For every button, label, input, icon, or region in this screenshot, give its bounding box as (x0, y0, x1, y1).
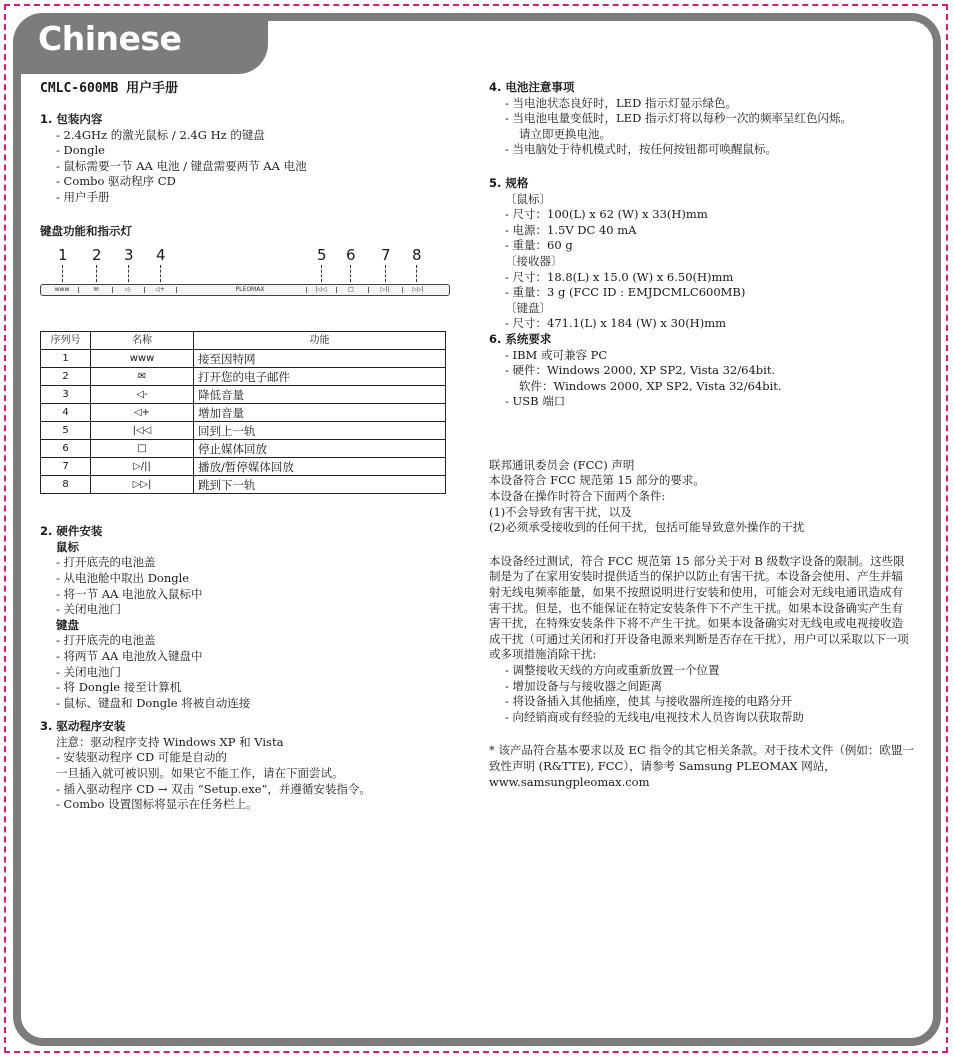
battery-line: - 当电脑处于待机模式时，按任何按钮都可唤醒鼠标。 (505, 142, 778, 157)
leader-line (416, 265, 417, 282)
left-column (40, 80, 455, 813)
right-column (489, 80, 914, 790)
email-key-icon: ✉ (93, 286, 99, 294)
mouse-step: - 将一节 AA 电池放入鼠标中 (56, 586, 203, 601)
package-item: - Dongle (56, 143, 105, 158)
driver-line: 一旦插入就可被识别。如果它不能工作，请在下面尝试。 (56, 766, 344, 781)
leader-line (321, 265, 322, 282)
row-number: 8 (41, 476, 91, 494)
fcc-measure: - 向经销商或有经验的无线电/电视技术人员咨询以获取帮助 (505, 709, 804, 724)
driver-line: - Combo 设置图标将显示在任务栏上。 (56, 797, 258, 812)
envelope-icon: ✉ (91, 368, 194, 386)
system-heading: 6. 系统要求 (489, 331, 552, 346)
row-number: 2 (41, 368, 91, 386)
key-number-8: 8 (412, 246, 422, 265)
table-row (41, 422, 446, 440)
prev-track-key-icon: |◁◁ (315, 286, 327, 294)
row-function: 跳到下一轨 (194, 476, 446, 494)
package-heading: 1. 包装内容 (40, 112, 103, 126)
package-item: - 鼠标需要一节 AA 电池 / 键盘需要两节 AA 电池 (56, 158, 307, 173)
row-number: 3 (41, 386, 91, 404)
keyboard-step: - 打开底壳的电池盖 (56, 633, 156, 648)
keyboard-step: - 关闭电池门 (56, 664, 122, 679)
row-function: 接至因特网 (194, 350, 446, 368)
spec-line: - 尺寸：100(L) x 62 (W) x 33(H)mm (505, 207, 708, 222)
leader-line (160, 265, 161, 282)
spec-line: 〔键盘〕 (505, 300, 551, 315)
system-line: - USB 端口 (505, 394, 566, 409)
play-pause-icon: ▷/|| (91, 458, 194, 476)
system-line: - IBM 或可兼容 PC (505, 347, 608, 362)
leader-line (350, 265, 351, 282)
volume-down-key-icon: ◁- (124, 286, 132, 294)
row-number: 1 (41, 350, 91, 368)
key-number-2: 2 (92, 246, 102, 265)
mouse-subheading: 鼠标 (56, 539, 79, 554)
row-number: 4 (41, 404, 91, 422)
driver-line: 注意：驱动程序支持 Windows XP 和 Vista (56, 734, 284, 749)
driver-heading: 3. 驱动程序安装 (40, 719, 126, 734)
key-number-5: 5 (317, 246, 327, 265)
fcc-measure: - 增加设备与与接收器之间距离 (505, 678, 663, 693)
mouse-step: - 打开底壳的电池盖 (56, 555, 156, 570)
volume-up-icon: ◁+ (91, 404, 194, 422)
row-function: 打开您的电子邮件 (194, 368, 446, 386)
row-number: 5 (41, 422, 91, 440)
keyboard-step: - 将两节 AA 电池放入键盘中 (56, 648, 203, 663)
fcc-line: 本设备在操作时符合下面两个条件: (489, 489, 666, 504)
key-number-4: 4 (156, 246, 166, 265)
system-line: - 硬件：Windows 2000, XP SP2, Vista 32/64bit. (505, 363, 776, 378)
stop-icon: □ (91, 440, 194, 458)
table-row (41, 440, 446, 458)
leader-line (128, 265, 129, 282)
fcc-condition: (1)不会导致有害干扰，以及 (489, 504, 632, 519)
driver-line: - 插入驱动程序 CD → 双击 “Setup.exe”，并遵循安装指令。 (56, 781, 371, 796)
driver-line: - 安装驱动程序 CD 可能是自动的 (56, 750, 227, 765)
www-icon: www (91, 350, 194, 368)
mouse-step: - 关闭电池门 (56, 602, 122, 617)
keyboard-step: - 鼠标、键盘和 Dongle 将被自动连接 (56, 695, 251, 710)
language-tab-label: Chinese (38, 19, 182, 58)
fcc-paragraph: 本设备经过测试，符合 FCC 规范第 15 部分关于对 B 级数字设备的限制。这些限制是为了在家用安装时提供适当的保护以防止有害干扰。本设备会使用、产生并辐射无线电频率能量，如果不按照说明进行安装和使用，可能会对无线电通讯造成有害干扰。但是，也不能保证在特定安装条件下不产生干扰。如果本设备确实产生有害干扰，在特殊安装条件下将不产生干扰。如果本设备确实对无线电或电视接收造成干扰（可通过关闭和打开设备电源来判断是否存在干扰），用户可以采取以下一项或多项措施消除干扰: (489, 553, 909, 662)
volume-up-key-icon: ◁+ (155, 286, 165, 294)
column-header: 名称 (91, 332, 194, 350)
function-table (40, 331, 446, 494)
spec-line: - 尺寸：471.1(L) x 184 (W) x 30(H)mm (505, 316, 727, 331)
row-number: 6 (41, 440, 91, 458)
key-number-6: 6 (346, 246, 356, 265)
package-item: - Combo 驱动程序 CD (56, 174, 176, 189)
fcc-line: 本设备符合 FCC 规范第 15 部分的要求。 (489, 473, 705, 488)
fcc-condition: (2)必须承受接收到的任何干扰，包括可能导致意外操作的干扰 (489, 520, 805, 535)
table-header-row (41, 332, 446, 350)
spec-line: - 重量：60 g (505, 238, 573, 253)
hardware-heading: 2. 硬件安装 (40, 524, 103, 539)
battery-heading: 4. 电池注意事项 (489, 80, 575, 94)
row-number: 7 (41, 458, 91, 476)
column-header: 序列号 (41, 332, 91, 350)
previous-track-icon: |◁◁ (91, 422, 194, 440)
spec-line: 〔鼠标〕 (505, 191, 551, 206)
row-function: 播放/暂停媒体回放 (194, 458, 446, 476)
fcc-measure: - 调整接收天线的方向或重新放置一个位置 (505, 663, 720, 677)
table-row (41, 476, 446, 494)
volume-down-icon: ◁- (91, 386, 194, 404)
column-header: 功能 (194, 332, 446, 350)
keyboard-key-diagram (40, 247, 450, 309)
table-row (41, 458, 446, 476)
leader-line (385, 265, 386, 282)
table-row (41, 368, 446, 386)
spec-line: - 电源：1.5V DC 40 mA (505, 222, 637, 237)
keyboard-subheading: 键盘 (56, 617, 79, 632)
spec-line: 〔接收器〕 (505, 253, 563, 268)
package-item: - 2.4GHz 的激光鼠标 / 2.4G Hz 的键盘 (56, 127, 265, 142)
ec-compliance-note: * 该产品符合基本要求以及 EC 指令的其它相关条款。对于技术文件（例如：欧盟一致性声明 (R&TTE), FCC），请参考 Samsung PLEOMAX 网站，www.samsungpleomax.com (489, 743, 914, 789)
keyboard-section-heading: 键盘功能和指示灯 (40, 223, 132, 238)
battery-line: - 当电池电量变低时，LED 指示灯将以每秒一次的频率呈红色闪烁。 (505, 111, 852, 126)
table-row (41, 386, 446, 404)
spec-line: - 尺寸：18.8(L) x 15.0 (W) x 6.50(H)mm (505, 269, 734, 284)
fcc-statement-title: 联邦通讯委员会 (FCC) 声明 (489, 457, 635, 472)
key-number-3: 3 (124, 246, 134, 265)
row-function: 回到上一轨 (194, 422, 446, 440)
keyboard-step: - 将 Dongle 接至计算机 (56, 680, 182, 695)
specs-heading: 5. 规格 (489, 175, 529, 190)
fcc-measure: - 将设备插入其他插座，使其 与接收器所连接的电路分开 (505, 694, 793, 709)
next-track-icon: ▷▷| (91, 476, 194, 494)
key-number-1: 1 (58, 246, 68, 265)
next-track-key-icon: ▷▷| (412, 286, 424, 294)
table-row (41, 404, 446, 422)
www-key-icon: www (54, 286, 70, 294)
table-row (41, 350, 446, 368)
leader-line (62, 265, 63, 282)
play-pause-key-icon: ▷|| (380, 286, 390, 294)
pleomax-logo-label: PLEOMAX (235, 286, 265, 294)
row-function: 降低音量 (194, 386, 446, 404)
row-function: 停止媒体回放 (194, 440, 446, 458)
system-line: 软件：Windows 2000, XP SP2, Vista 32/64bit. (519, 378, 782, 393)
stop-key-icon: □ (348, 286, 354, 294)
row-function: 增加音量 (194, 404, 446, 422)
battery-line: 请立即更换电池。 (519, 126, 611, 141)
spec-line: - 重量：3 g (FCC ID : EMJDCMLC600MB) (505, 285, 746, 300)
mouse-step: - 从电池舱中取出 Dongle (56, 570, 190, 585)
package-item: - 用户手册 (56, 189, 110, 204)
leader-line (96, 265, 97, 282)
key-number-7: 7 (381, 246, 391, 265)
manual-title: CMLC-600MB 用户手册 (40, 81, 179, 96)
battery-line: - 当电池状态良好时，LED 指示灯显示绿色。 (505, 95, 737, 110)
